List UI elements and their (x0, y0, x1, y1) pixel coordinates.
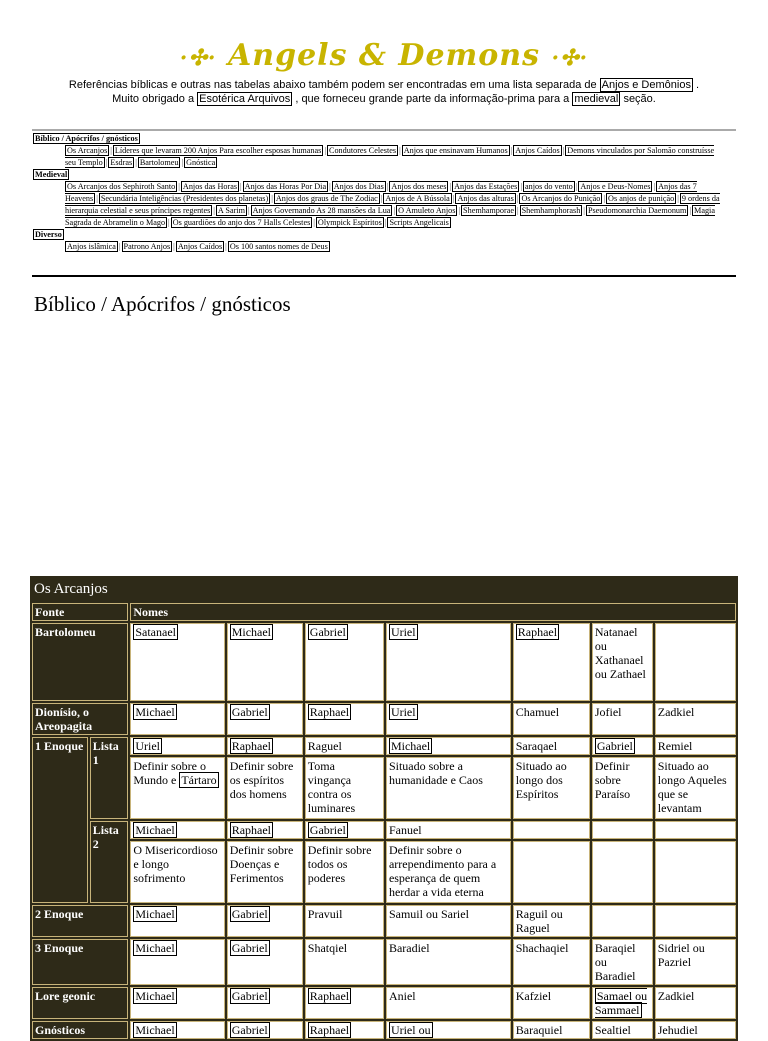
nav-link[interactable]: Anjos de A Bússola (385, 194, 450, 203)
table-cell: Definir sobre todos os poderes (305, 841, 384, 903)
nav-link[interactable]: Shemhamphorash (521, 206, 581, 215)
nav-separator: | (384, 218, 387, 227)
angel-link[interactable]: Raphael (231, 739, 272, 753)
nav-separator: | (516, 194, 519, 203)
table-cell: Shachaqiel (513, 939, 590, 985)
nav-separator: | (562, 146, 565, 155)
table-row (32, 987, 736, 1019)
nav-link[interactable]: Secundária Inteligências (Presidentes dos planetas) (100, 194, 269, 203)
nav-separator: | (575, 182, 578, 191)
table-row (32, 757, 736, 819)
table-cell (513, 821, 590, 839)
nav-links (33, 241, 723, 253)
intro-text: seção. (623, 93, 656, 105)
nav-link[interactable]: Anjos das 7 Heavens (65, 182, 697, 203)
site-title (0, 38, 768, 73)
row-source: 2 Enoque (32, 905, 128, 937)
nav-separator: | (677, 194, 679, 203)
section-heading: Bíblico / Apócrifos / gnósticos (34, 292, 291, 316)
table-cell: Kafziel (513, 987, 590, 1019)
angel-link[interactable]: Uriel (390, 625, 416, 639)
nav-link[interactable]: Condutores Celestes (328, 146, 397, 155)
row-source: Dionísio, o Areopagita (32, 703, 128, 735)
angel-link[interactable]: Michael (135, 907, 175, 921)
intro-line-1 (0, 79, 768, 91)
nav-separator: | (313, 218, 315, 227)
nav-link[interactable]: Os guardiões do anjo dos 7 Halls Celestes (172, 218, 311, 227)
nav-link[interactable]: Anjos das Horas Por Dia (244, 182, 327, 191)
nav-separator: | (225, 242, 227, 251)
intro-line-2 (0, 93, 768, 105)
ornament-icon: ·✣· (179, 45, 217, 71)
table-row (32, 737, 736, 755)
nav-separator: | (329, 182, 331, 191)
table-cell (130, 737, 224, 755)
nav-link[interactable]: Esdras (110, 158, 133, 167)
table-cell: Jehudiel (655, 1021, 736, 1039)
nav-link[interactable]: Anjos dos Dias (333, 182, 384, 191)
angel-link[interactable]: Raphael (309, 1023, 350, 1037)
table-cell: Sidriel ou Pazriel (655, 939, 736, 985)
nav-link[interactable]: Líderes que levaram 200 Anjos Para escolher esposas humanas (114, 146, 322, 155)
table-cell (305, 821, 384, 839)
table-cell (227, 939, 303, 985)
nav-separator: | (393, 206, 396, 215)
nav-separator: | (178, 182, 180, 191)
nav-link[interactable]: Patrono Anjos (123, 242, 171, 251)
nav-group (33, 169, 723, 181)
table-cell (513, 623, 590, 701)
table-cell (386, 703, 511, 735)
table-header-row (32, 603, 736, 621)
table-cell: Natanael ou Xathanael ou Zathael (592, 623, 653, 701)
angel-link[interactable]: Raphael (231, 823, 272, 837)
nav-links (33, 181, 723, 229)
nav-link[interactable]: O Amuleto Anjos (398, 206, 456, 215)
table-cell: Saraqael (513, 737, 590, 755)
table-cell: Aniel (386, 987, 511, 1019)
nav-separator: | (324, 146, 326, 155)
nav-link[interactable]: A Sarim (217, 206, 245, 215)
nav-link[interactable]: anjos do vento (524, 182, 573, 191)
table-cell: O Misericordioso e longo sofrimento (130, 841, 224, 903)
angel-link[interactable]: Gabriel (231, 705, 268, 719)
nav-link[interactable]: Anjos das Horas (182, 182, 238, 191)
angel-link[interactable]: Samael ou Sammael (594, 989, 648, 1017)
nav-link[interactable]: Shemhamporae (463, 206, 514, 215)
table-cell (227, 821, 303, 839)
nav-group (33, 133, 723, 145)
tartaro-link[interactable]: Tártaro (181, 773, 217, 787)
table-cell (592, 841, 653, 903)
nav-link[interactable]: Anjos dos meses (391, 182, 447, 191)
row-source: Gnósticos (32, 1021, 128, 1039)
link-esoterica-arquivos[interactable]: Esotérica Arquivos (199, 93, 291, 105)
table-cell: Zadkiel (655, 703, 736, 735)
row-source: Lore geonic (32, 987, 128, 1019)
nav-links (33, 145, 723, 169)
divider (32, 129, 736, 131)
table-cell (130, 757, 224, 819)
nav-separator: | (181, 158, 184, 167)
nav-separator: | (118, 242, 121, 251)
nav-separator: | (386, 182, 389, 191)
angel-link[interactable]: Uriel (135, 739, 160, 753)
table-cell (227, 987, 303, 1019)
angel-link[interactable]: Raphael (309, 705, 350, 719)
table-cell (513, 841, 590, 903)
table-row (32, 905, 736, 937)
header-fonte: Fonte (32, 603, 128, 621)
nav-separator: | (213, 206, 215, 215)
nav-link[interactable]: Anjos Governando As 28 mansões da Lua (252, 206, 391, 215)
angel-link[interactable]: Gabriel (309, 625, 346, 639)
table-cell (655, 905, 736, 937)
angel-link[interactable]: Uriel ou (390, 1023, 431, 1037)
nav-link[interactable]: Anjos Caídos (515, 146, 560, 155)
angel-link[interactable]: Michael (390, 739, 431, 753)
row-source: 1 Enoque (32, 737, 88, 903)
angel-link[interactable]: Raphael (517, 625, 558, 639)
table-cell: Zadkiel (655, 987, 736, 1019)
table-cell: Chamuel (513, 703, 590, 735)
nav-separator: | (168, 218, 170, 227)
angel-link[interactable]: Gabriel (309, 823, 346, 837)
table-cell: Toma vingança contra os luminares (305, 757, 384, 819)
table-cell (130, 939, 224, 985)
nav-link[interactable]: Anjos das alturas (457, 194, 514, 203)
nav-group (33, 229, 723, 241)
table-row (32, 841, 736, 903)
nav-separator: | (135, 158, 137, 167)
nav-link[interactable]: 9 ordens da hierarquia celestial e seus príncipes regentes (65, 194, 720, 215)
table-cell: Baraquiel (513, 1021, 590, 1039)
archangels-table (30, 576, 738, 1041)
table-cell: Situado sobre a humanidade e Caos (386, 757, 511, 819)
table-cell (386, 737, 511, 755)
angel-link[interactable]: Michael (231, 625, 272, 639)
table-cell: Definir sobre Doenças e Ferimentos (227, 841, 303, 903)
table-cell (227, 703, 303, 735)
table-title: Os Arcanjos (34, 581, 108, 597)
row-sublist: Lista 2 (90, 821, 129, 903)
angel-link[interactable]: Michael (135, 823, 175, 837)
angel-link[interactable]: Michael (135, 941, 175, 955)
table-cell: Situado ao longo Aqueles que se levantam (655, 757, 736, 819)
nav-link[interactable]: Os Arcanjos dos Sephiroth Santo (67, 182, 176, 191)
site-title-text: Angels & Demons (228, 38, 540, 73)
nav-link[interactable]: Anjos e Deus-Nomes (580, 182, 651, 191)
section-nav (33, 133, 723, 253)
table-cell (305, 703, 384, 735)
link-medieval[interactable]: medieval (574, 93, 619, 105)
nav-separator: | (452, 194, 455, 203)
intro-text: Muito obrigado a (112, 93, 195, 105)
nav-link[interactable]: Os anjos de punição (608, 194, 675, 203)
angel-link[interactable]: Michael (135, 705, 175, 719)
intro-text: , que forneceu grande parte da informação-prima para a (295, 93, 570, 105)
table-row (32, 623, 736, 701)
row-source: 3 Enoque (32, 939, 128, 985)
nav-link[interactable]: Anjos que ensinavam Humanos (403, 146, 508, 155)
nav-separator: | (583, 206, 585, 215)
table-cell (655, 623, 736, 701)
nav-separator: | (520, 182, 522, 191)
table-cell: Baradiel (386, 939, 511, 985)
divider (32, 275, 736, 277)
nav-link[interactable]: Scripts Angelicais (389, 218, 449, 227)
table-cell: Raguil ou Raguel (513, 905, 590, 937)
nav-separator: | (96, 194, 98, 203)
table-cell (655, 841, 736, 903)
table-cell (227, 737, 303, 755)
angel-link[interactable]: Raphael (309, 989, 350, 1003)
table-cell: Pravuil (305, 905, 384, 937)
table-cell (592, 737, 653, 755)
table-cell (655, 821, 736, 839)
table-cell (130, 821, 224, 839)
ornament-icon: ·✣· (551, 45, 589, 71)
nav-link[interactable]: Anjos Caídos (177, 242, 223, 251)
link-anjos-demonios[interactable]: Anjos e Demônios (601, 79, 691, 91)
table-cell (305, 623, 384, 701)
angel-link[interactable]: Gabriel (231, 1023, 268, 1037)
nav-link[interactable]: Os 100 santos nomes de Deus (229, 242, 328, 251)
table-cell: Raguel (305, 737, 384, 755)
nav-separator: | (271, 194, 273, 203)
header-nomes: Nomes (130, 603, 736, 621)
angel-link[interactable]: Gabriel (596, 739, 633, 753)
table-row (32, 821, 736, 839)
nav-group-heading[interactable]: Medieval (35, 170, 68, 179)
nav-separator: | (689, 206, 692, 215)
nav-separator: | (449, 182, 452, 191)
table-cell (592, 987, 653, 1019)
angel-link[interactable]: Gabriel (231, 989, 268, 1003)
angel-link[interactable]: Satanael (135, 625, 176, 639)
nav-link[interactable]: Anjos dos graus de The Zodiac (275, 194, 378, 203)
nav-separator: | (247, 206, 250, 215)
table (30, 601, 738, 1041)
nav-separator: | (458, 206, 461, 215)
table-cell: Baraqiel ou Baradiel (592, 939, 653, 985)
nav-link[interactable]: Os Arcanjos do Punição (521, 194, 601, 203)
table-cell (130, 703, 224, 735)
table-cell (305, 987, 384, 1019)
row-sublist: Lista 1 (90, 737, 129, 819)
table-cell (130, 623, 224, 701)
table-cell: Situado ao longo dos Espíritos (513, 757, 590, 819)
nav-link[interactable]: Os Arcanjos (67, 146, 108, 155)
nav-link[interactable]: Demons vinculados por Salomão construísse seu Templo (65, 146, 715, 167)
intro-text: . (696, 79, 700, 91)
nav-link[interactable]: Pseudomonarchia Daemonum (587, 206, 687, 215)
nav-link[interactable]: Anjos islâmica (67, 242, 116, 251)
cell-text: Definir sobre o Mundo e (133, 759, 206, 787)
table-cell (386, 623, 511, 701)
nav-separator: | (653, 182, 656, 191)
table-cell: Definir sobre os espíritos dos homens (227, 757, 303, 819)
angel-link[interactable]: Uriel (390, 705, 416, 719)
intro-text: Referências bíblicas e outras nas tabelas abaixo também podem ser encontradas em uma lista separada de (68, 79, 597, 91)
angel-link[interactable]: Michael (135, 989, 175, 1003)
nav-separator: | (603, 194, 606, 203)
table-cell: Jofiel (592, 703, 653, 735)
table-cell (130, 905, 224, 937)
nav-separator: | (105, 158, 108, 167)
table-row (32, 939, 736, 985)
angel-link[interactable]: Gabriel (231, 907, 268, 921)
nav-link[interactable]: Anjos das Estações (454, 182, 518, 191)
angel-link[interactable]: Gabriel (231, 941, 268, 955)
table-cell: Fanuel (386, 821, 511, 839)
table-cell (592, 905, 653, 937)
table-cell: Definir sobre o arrependimento para a esperança de quem herdar a vida eterna (386, 841, 511, 903)
nav-group-heading[interactable]: Bíblico / Apócrifos / gnósticos (35, 134, 138, 143)
nav-link[interactable]: Magia Sagrada de Abramelin o Mago (65, 206, 715, 227)
table-cell: Remiel (655, 737, 736, 755)
table-row (32, 703, 736, 735)
table-cell: Sealtiel (592, 1021, 653, 1039)
nav-separator: | (380, 194, 383, 203)
row-source: Bartolomeu (32, 623, 128, 701)
nav-group-heading[interactable]: Diverso (35, 230, 62, 239)
table-cell (592, 821, 653, 839)
nav-link[interactable]: Olympick Espíritos (317, 218, 382, 227)
table-cell: Samuil ou Sariel (386, 905, 511, 937)
table-cell (227, 905, 303, 937)
nav-separator: | (240, 182, 242, 191)
nav-separator: | (516, 206, 519, 215)
nav-separator: | (510, 146, 513, 155)
table-cell (227, 623, 303, 701)
nav-separator: | (173, 242, 175, 251)
table-cell (130, 987, 224, 1019)
table-cell: Shatqiel (305, 939, 384, 985)
angel-link[interactable]: Michael (135, 1023, 175, 1037)
nav-link[interactable]: Gnóstica (186, 158, 216, 167)
nav-link[interactable]: Bartolomeu (139, 158, 179, 167)
nav-separator: | (110, 146, 112, 155)
table-cell: Definir sobre Paraíso (592, 757, 653, 819)
nav-separator: | (399, 146, 401, 155)
